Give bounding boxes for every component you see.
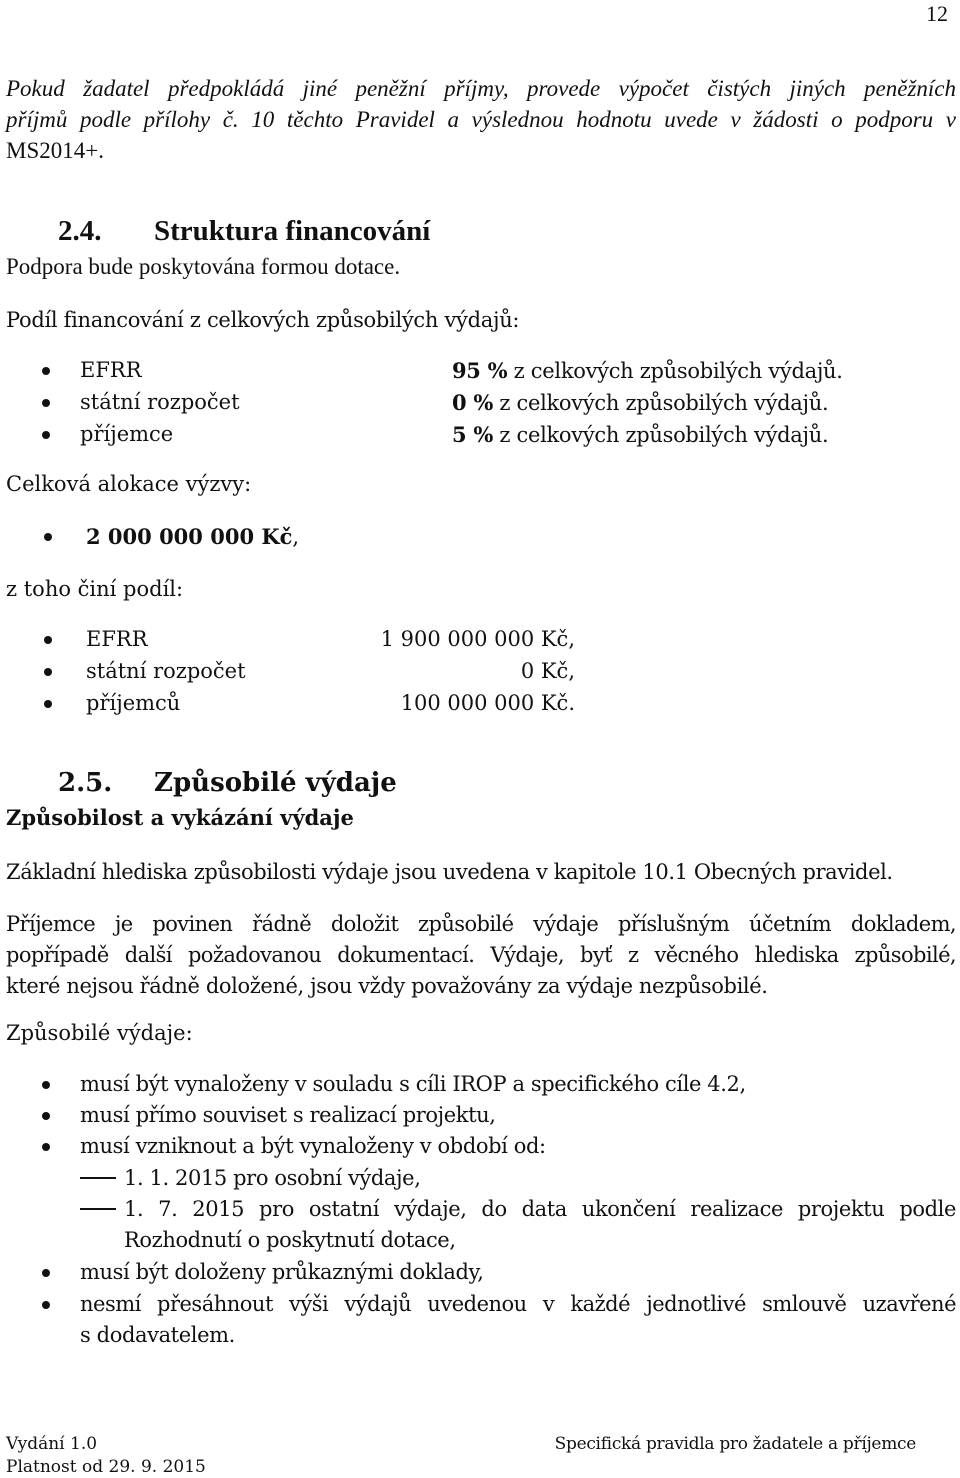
footer-document-title: Specifická pravidla pro žadatele a příjemce	[554, 1434, 916, 1454]
dash-icon	[80, 1177, 116, 1179]
section-2-5-number: 2.5.	[58, 768, 113, 798]
share-heading: Podíl financování z celkových způsobilých výdajů:	[6, 308, 520, 332]
page-number: 12	[926, 1, 948, 26]
sub-list-item: 1. 1. 2015 pro osobní výdaje,	[124, 1166, 421, 1190]
allocation-total: 2 000 000 000 Kč,	[86, 524, 300, 549]
allocation-label-efrr: EFRR	[86, 627, 148, 651]
list-item: nesmí přesáhnout výši výdajů uvedenou v každé jednotlivé smlouvě uzavřené	[80, 1292, 956, 1316]
section-2-4-title: Struktura financování	[154, 215, 431, 247]
eligible-expenses-heading: Způsobilé výdaje:	[6, 1021, 193, 1045]
section-2-4-number: 2.4.	[58, 215, 102, 247]
share-label-recipient: příjemce	[80, 422, 174, 446]
bullet-icon	[44, 700, 52, 708]
bullet-icon	[42, 1269, 50, 1277]
list-item-continuation: s dodavatelem.	[80, 1323, 235, 1347]
documentation-line-3: které nejsou řádně doložené, jsou vždy považovány za výdaje nezpůsobilé.	[6, 974, 768, 998]
allocation-label-recipients: příjemců	[86, 691, 181, 715]
footer-edition: Vydání 1.0	[6, 1434, 98, 1454]
allocation-label-state-budget: státní rozpočet	[86, 659, 246, 683]
list-item: musí být doloženy průkaznými doklady,	[80, 1260, 484, 1284]
allocation-amount-efrr: 1 900 000 000 Kč,	[380, 627, 575, 651]
section-2-5-title: Způsobilé výdaje	[154, 768, 397, 798]
documentation-line-2: popřípadě další požadovanou dokumentací. Výdaje, byť z věcného hlediska způsobilé,	[6, 943, 956, 967]
sub-list-item-continuation: Rozhodnutí o poskytnutí dotace,	[124, 1228, 456, 1252]
intro-line-1: Pokud žadatel předpokládá jiné peněžní příjmy, provede výpočet čistých jiných peněžních	[6, 76, 956, 101]
bullet-icon	[42, 399, 50, 407]
share-value-efrr: 95 % z celkových způsobilých výdajů.	[452, 358, 843, 383]
list-item: musí přímo souviset s realizací projektu,	[80, 1103, 496, 1127]
list-item: musí vzniknout a být vynaloženy v období od:	[80, 1134, 546, 1158]
eligibility-subheading: Způsobilost a vykázání výdaje	[6, 805, 354, 830]
bullet-icon	[42, 1301, 50, 1309]
dash-icon	[80, 1208, 116, 1210]
intro-line-3: MS2014+.	[6, 138, 104, 163]
share-label-state-budget: státní rozpočet	[80, 390, 240, 414]
documentation-line-1: Příjemce je povinen řádně doložit způsobilé výdaje příslušným účetním dokladem,	[6, 912, 956, 936]
footer-valid-from: Platnost od 29. 9. 2015	[6, 1457, 206, 1477]
eligibility-paragraph: Základní hlediska způsobilosti výdaje jsou uvedena v kapitole 10.1 Obecných pravidel.	[6, 860, 893, 884]
bullet-icon	[44, 533, 52, 541]
funding-form-text: Podpora bude poskytována formou dotace.	[6, 254, 401, 279]
share-label-efrr: EFRR	[80, 358, 142, 382]
list-item: musí být vynaloženy v souladu s cíli IROP a specifického cíle 4.2,	[80, 1072, 746, 1096]
bullet-icon	[42, 1112, 50, 1120]
bullet-icon	[42, 431, 50, 439]
share-value-state-budget: 0 % z celkových způsobilých výdajů.	[452, 390, 829, 415]
sub-list-item: 1. 7. 2015 pro ostatní výdaje, do data ukončení realizace projektu podle	[124, 1197, 956, 1221]
allocation-amount-state-budget: 0 Kč,	[520, 659, 575, 683]
intro-line-2: příjmů podle přílohy č. 10 těchto Pravidel a výslednou hodnotu uvede v žádosti o podporu v	[6, 107, 956, 132]
bullet-icon	[42, 367, 50, 375]
allocation-amount-recipients: 100 000 000 Kč.	[400, 691, 575, 715]
allocation-heading: Celková alokace výzvy:	[6, 472, 252, 496]
of-which-text: z toho činí podíl:	[6, 577, 184, 601]
bullet-icon	[42, 1143, 50, 1151]
bullet-icon	[42, 1081, 50, 1089]
bullet-icon	[44, 668, 52, 676]
bullet-icon	[44, 636, 52, 644]
share-value-recipient: 5 % z celkových způsobilých výdajů.	[452, 422, 829, 447]
